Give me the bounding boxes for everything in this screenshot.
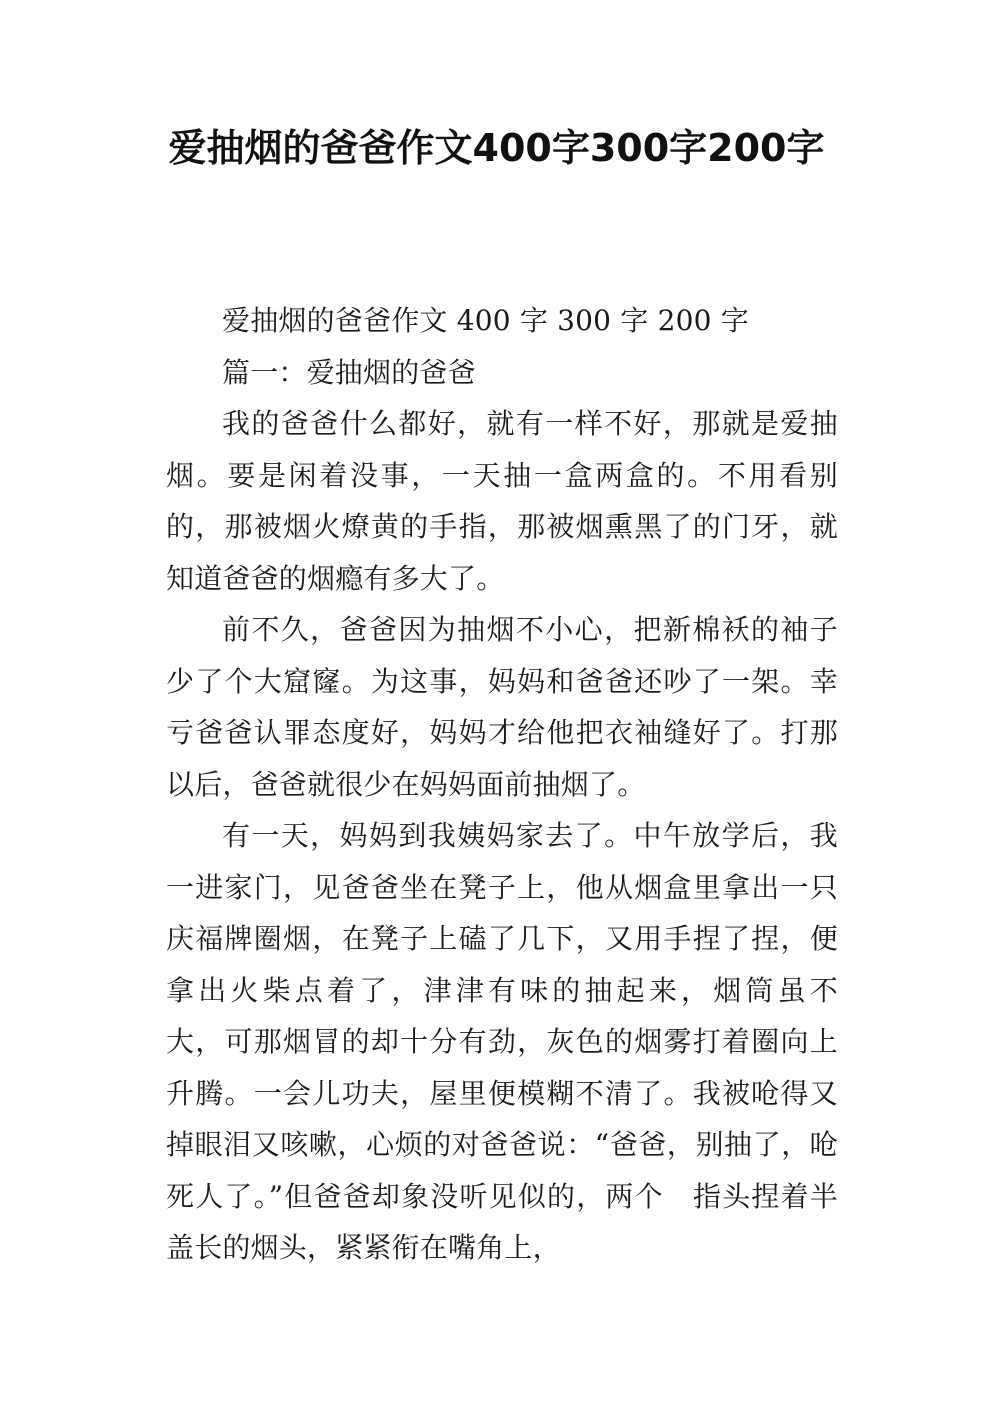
document-body [166,295,867,1274]
paragraph: 我的爸爸什么都好，就有一样不好，那就是爱抽烟。要是闲着没事，一天抽一盒两盒的。不用看别的，那被烟火燎黄的手指，那被烟熏黑了的门牙，就知道爸爸的烟瘾有多大了。 [166,407,838,595]
paragraph-section-title: 篇一：爱抽烟的爸爸 [222,355,476,389]
document-title: 爱抽烟的爸爸作文400字300字200字 [168,126,825,170]
paragraph: 有一天，妈妈到我姨妈家去了。中午放学后，我一进家门，见爸爸坐在凳子上，他从烟盒里拿出一只庆福牌圈烟，在凳子上磕了几下，又用手捏了捏，便拿出火柴点着了，津津有味的抽起来，烟筒虽不 大，可那烟冒的却十分有劲，灰色的烟雾打着圈向上升腾。一会儿功夫，屋里便模糊不清了。我被呛得又掉眼泪又咳嗽，心烦的对爸爸说：“爸爸，别抽了，呛死人了。”但爸爸却象没听见似的，两个 指头捏着半盖长的烟头，紧紧衔在嘴角上， [166,819,867,1264]
paragraph: 前不久，爸爸因为抽烟不小心，把新棉袄的袖子少了个大窟窿。为这事，妈妈和爸爸还吵了一架。幸亏爸爸认罪态度好，妈妈才给他把衣袖缝好了。打那以后，爸爸就很少在妈妈面前抽烟了。 [166,613,838,801]
paragraph-heading: 爱抽烟的爸爸作文 400 字 300 字 200 字 [222,304,749,337]
